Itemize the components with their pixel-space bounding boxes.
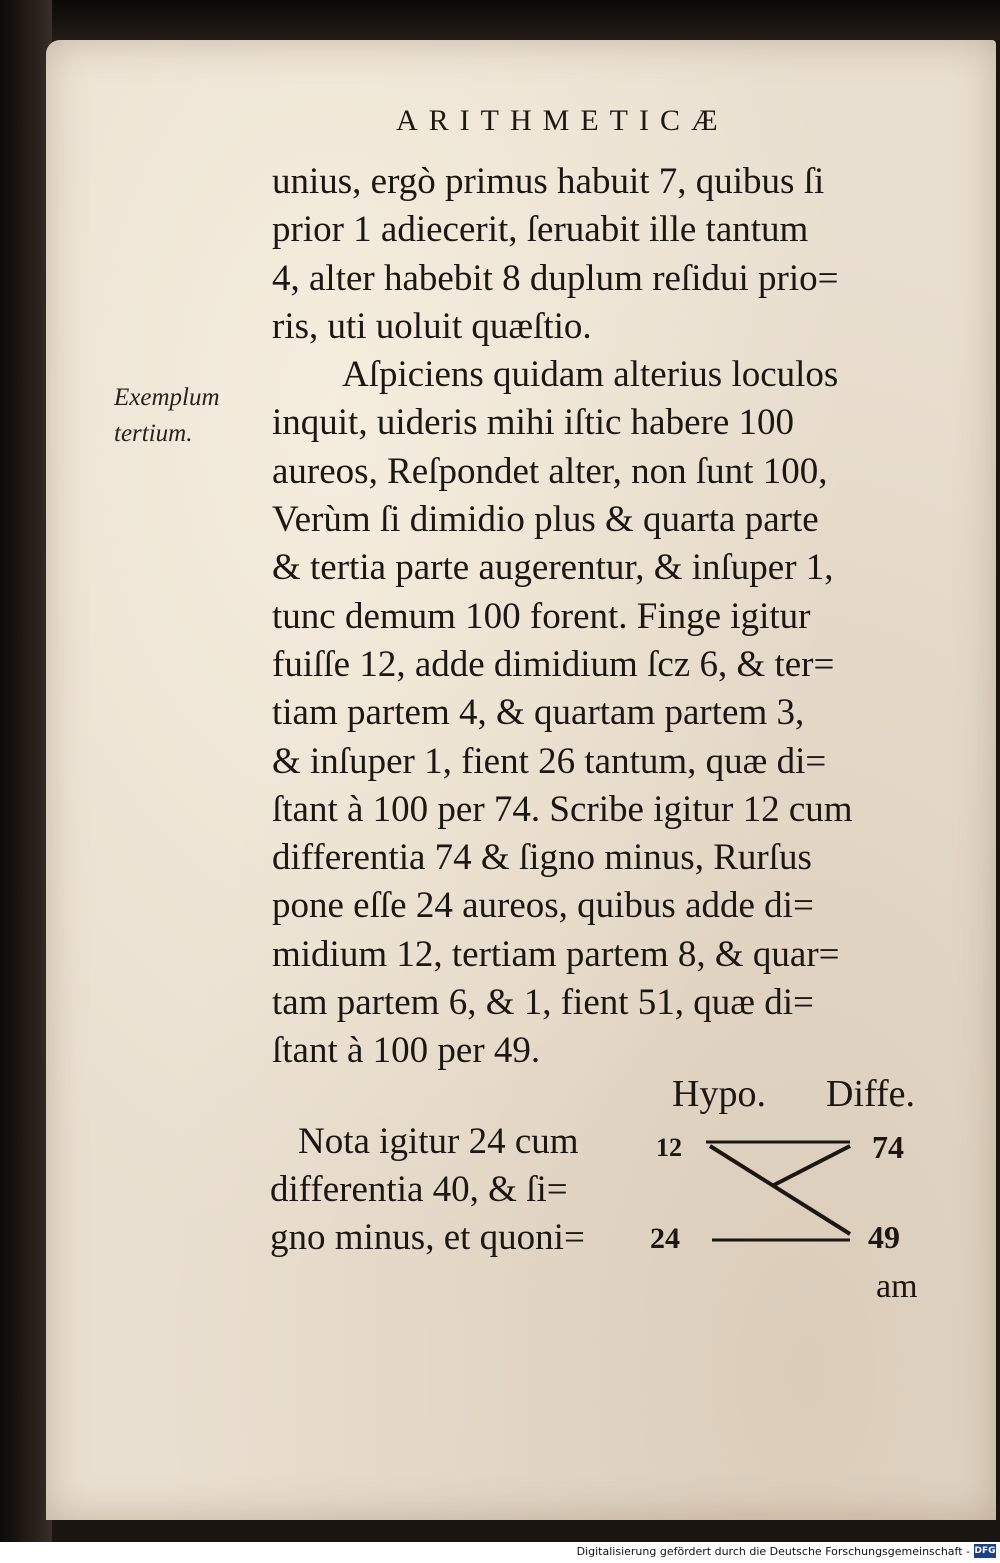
footer-credit: Digitalisierung gefördert durch die Deutsche Forschungsgemeinschaft - [576, 1545, 970, 1558]
diagram-header-hypo: Hypo. [672, 1073, 766, 1115]
note-text-block [270, 1118, 650, 1262]
text-line: aureos, Reſpondet alter, non ſunt 100, [272, 450, 828, 492]
diagram-diff-value-1: 74 [872, 1129, 904, 1165]
false-position-diagram [650, 1062, 950, 1262]
diagram-diff-value-2: 49 [868, 1219, 900, 1255]
marginal-note [114, 380, 274, 452]
text-line: ſtant à 100 per 49. [272, 1030, 541, 1072]
marginal-note-line-2: tertium. [114, 420, 193, 447]
note-line: gno minus, et quoni= [270, 1217, 585, 1258]
diagram-hypo-value-1: 12 [656, 1133, 682, 1162]
text-line: Verùm ſi dimidio plus & quarta parte [272, 499, 819, 541]
main-text-block [272, 158, 942, 1076]
text-line: & inſuper 1, fient 26 tantum, quæ di= [272, 740, 827, 782]
text-line: tunc demum 100 forent. Finge igitur [272, 595, 811, 637]
note-line: differentia 40, & ſi= [270, 1169, 568, 1210]
text-line: tam partem 6, & 1, fient 51, quæ di= [272, 982, 814, 1024]
note-line: Nota igitur 24 cum [298, 1121, 579, 1162]
text-line: midium 12, tertiam partem 8, & quar= [272, 933, 840, 975]
text-line: tiam partem 4, & quartam partem 3, [272, 692, 805, 734]
book-binding-edge [0, 0, 52, 1563]
text-line: & tertia parte augerentur, & inſuper 1, [272, 547, 834, 589]
running-head: ARITHMETICÆ [396, 104, 729, 137]
text-line: 4, alter habebit 8 duplum reſidui prio= [272, 257, 839, 299]
text-line-paragraph-start: Aſpiciens quidam alterius loculos [342, 354, 839, 396]
dfg-logo-icon: DFG [974, 1546, 996, 1556]
text-line: unius, ergò primus habuit 7, quibus ſi [272, 161, 825, 202]
diagram-hypo-value-2: 24 [650, 1222, 680, 1255]
text-line: pone eſſe 24 aureos, quibus adde di= [272, 885, 814, 927]
diagram-cross-line-2 [772, 1146, 850, 1186]
diagram-cross-line-1 [710, 1146, 850, 1234]
marginal-note-line-1: Exemplum [114, 384, 220, 411]
text-line: differentia 74 & ſigno minus, Rurſus [272, 837, 812, 879]
text-line: ris, uti uoluit quæſtio. [272, 305, 592, 347]
text-line: fuiſſe 12, adde dimidium ſcz 6, & ter= [272, 643, 835, 685]
text-line: prior 1 adiecerit, ſeruabit ille tantum [272, 209, 809, 251]
text-line: inquit, uideris mihi iſtic habere 100 [272, 402, 795, 444]
text-line: ſtant à 100 per 74. Scribe igitur 12 cum [272, 788, 853, 830]
catchword: am [876, 1268, 918, 1305]
top-page-edge [0, 0, 1000, 40]
diagram-header-diffe: Diffe. [826, 1073, 915, 1115]
